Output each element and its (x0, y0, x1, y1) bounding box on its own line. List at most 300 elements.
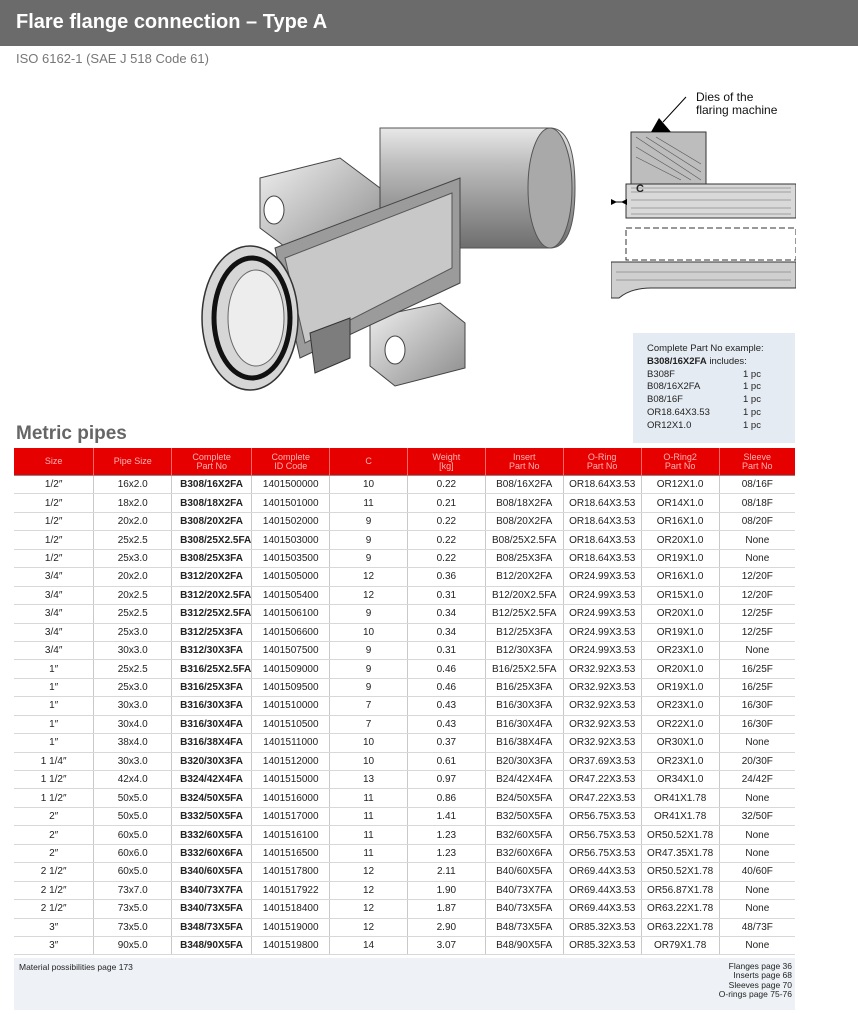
cell-size: 1/2″ (14, 476, 94, 494)
cell-sleeve: 08/18F (719, 494, 795, 512)
cell-size: 1 1/2″ (14, 789, 94, 807)
cell-insert: B08/25X2.5FA (485, 531, 563, 549)
cell-part: B316/38X4FA (172, 734, 252, 752)
table-row (14, 476, 795, 494)
cell-c: 10 (330, 476, 408, 494)
cell-oring2: OR63.22X1.78 (641, 918, 719, 936)
cell-pipe: 30x3.0 (94, 697, 172, 715)
cell-id: 1401518400 (252, 900, 330, 918)
cell-size: 2 1/2″ (14, 900, 94, 918)
cell-oring: OR18.64X3.53 (563, 494, 641, 512)
cell-w: 0.22 (407, 476, 485, 494)
cell-sleeve: None (719, 734, 795, 752)
cell-pipe: 25x3.0 (94, 623, 172, 641)
cell-pipe: 30x3.0 (94, 641, 172, 659)
cell-size: 1″ (14, 734, 94, 752)
cell-pipe: 73x5.0 (94, 900, 172, 918)
cell-insert: B16/30X4FA (485, 715, 563, 733)
cell-w: 0.37 (407, 734, 485, 752)
example-box (633, 333, 795, 443)
cell-pipe: 18x2.0 (94, 494, 172, 512)
cell-sleeve: None (719, 900, 795, 918)
cell-part: B312/20X2FA (172, 568, 252, 586)
cell-sleeve: 16/25F (719, 660, 795, 678)
cell-oring: OR69.44X3.53 (563, 881, 641, 899)
cell-w: 0.43 (407, 697, 485, 715)
cell-pipe: 38x4.0 (94, 734, 172, 752)
cell-part: B312/25X3FA (172, 623, 252, 641)
parts-table (14, 448, 795, 955)
cell-sleeve: None (719, 549, 795, 567)
cell-pipe: 60x6.0 (94, 844, 172, 862)
cell-id: 1401506100 (252, 605, 330, 623)
column-header-line: Part No (586, 460, 618, 471)
cell-oring2: OR19X1.0 (641, 549, 719, 567)
cell-oring: OR24.99X3.53 (563, 605, 641, 623)
example-item-part: B08/16F (647, 394, 683, 406)
cell-insert: B12/25X3FA (485, 623, 563, 641)
cell-oring: OR56.75X3.53 (563, 807, 641, 825)
cell-part: B312/30X3FA (172, 641, 252, 659)
example-item-qty: 1 pc (743, 394, 761, 406)
cell-sleeve: 16/25F (719, 678, 795, 696)
cell-id: 1401517800 (252, 863, 330, 881)
cell-c: 12 (330, 586, 408, 604)
cell-part: B308/20X2FA (172, 512, 252, 530)
table-row (14, 936, 795, 954)
cell-pipe: 25x3.0 (94, 549, 172, 567)
table-row (14, 549, 795, 567)
cell-oring2: OR23X1.0 (641, 641, 719, 659)
table-row (14, 660, 795, 678)
cell-sleeve: 08/20F (719, 512, 795, 530)
cell-insert: B12/30X3FA (485, 641, 563, 659)
cell-part: B348/90X5FA (172, 936, 252, 954)
cell-part: B316/25X2.5FA (172, 660, 252, 678)
footer-page-ref: O-rings page 75-76 (718, 989, 792, 1000)
cell-oring2: OR20X1.0 (641, 660, 719, 678)
cell-oring2: OR19X1.0 (641, 678, 719, 696)
cell-c: 7 (330, 715, 408, 733)
cell-size: 1 1/2″ (14, 771, 94, 789)
table-row (14, 863, 795, 881)
cell-c: 7 (330, 697, 408, 715)
cell-sleeve: None (719, 844, 795, 862)
cell-sleeve: 08/16F (719, 476, 795, 494)
cell-sleeve: 20/30F (719, 752, 795, 770)
cell-oring: OR24.99X3.53 (563, 641, 641, 659)
cell-insert: B12/20X2FA (485, 568, 563, 586)
cell-part: B316/30X4FA (172, 715, 252, 733)
cell-oring: OR32.92X3.53 (563, 660, 641, 678)
cell-size: 1/2″ (14, 549, 94, 567)
cell-size: 3/4″ (14, 623, 94, 641)
cell-pipe: 73x7.0 (94, 881, 172, 899)
table-row (14, 826, 795, 844)
cell-oring: OR24.99X3.53 (563, 586, 641, 604)
cell-id: 1401506600 (252, 623, 330, 641)
cell-size: 1″ (14, 660, 94, 678)
dies-label (696, 91, 777, 117)
column-header (14, 448, 94, 476)
example-item-part: B308F (647, 368, 675, 380)
cell-pipe: 42x4.0 (94, 771, 172, 789)
footer-left: Material possibilities page 173 (19, 962, 133, 972)
cell-sleeve: 12/25F (719, 605, 795, 623)
cell-w: 0.21 (407, 494, 485, 512)
table-body (14, 476, 795, 955)
cell-w: 0.22 (407, 531, 485, 549)
cell-w: 1.23 (407, 844, 485, 862)
cell-part: B308/25X2.5FA (172, 531, 252, 549)
cell-insert: B40/73X7FA (485, 881, 563, 899)
cell-size: 1″ (14, 678, 94, 696)
cell-part: B340/73X5FA (172, 900, 252, 918)
cell-id: 1401517922 (252, 881, 330, 899)
example-item-qty: 1 pc (743, 406, 761, 418)
column-header-line: Pipe Size (113, 456, 152, 466)
cell-oring2: OR23X1.0 (641, 752, 719, 770)
page-subtitle: ISO 6162-1 (SAE J 518 Code 61) (16, 51, 209, 66)
cell-c: 12 (330, 918, 408, 936)
column-header-line: Part No (664, 460, 696, 471)
cell-oring: OR18.64X3.53 (563, 549, 641, 567)
cell-part: B320/30X3FA (172, 752, 252, 770)
column-header-line: O-Ring2 (663, 451, 697, 462)
footer-page-ref: Inserts page 68 (733, 970, 792, 981)
cell-oring: OR47.22X3.53 (563, 789, 641, 807)
cell-oring: OR18.64X3.53 (563, 531, 641, 549)
cell-sleeve: None (719, 881, 795, 899)
cell-size: 1/2″ (14, 512, 94, 530)
cell-oring2: OR56.87X1.78 (641, 881, 719, 899)
cell-insert: B32/60X6FA (485, 844, 563, 862)
cell-pipe: 60x5.0 (94, 863, 172, 881)
cell-insert: B40/73X5FA (485, 900, 563, 918)
cell-id: 1401501000 (252, 494, 330, 512)
table-row (14, 586, 795, 604)
column-header-line: O-Ring (587, 451, 617, 462)
table-row (14, 752, 795, 770)
cell-w: 1.41 (407, 807, 485, 825)
cell-part: B312/25X2.5FA (172, 605, 252, 623)
cell-id: 1401517000 (252, 807, 330, 825)
cell-oring: OR18.64X3.53 (563, 512, 641, 530)
column-header-line: Sleeve (743, 451, 772, 462)
cell-sleeve: 16/30F (719, 697, 795, 715)
cell-oring2: OR22X1.0 (641, 715, 719, 733)
example-part: B308/16X2FA (647, 355, 707, 367)
cell-insert: B16/38X4FA (485, 734, 563, 752)
cell-oring: OR56.75X3.53 (563, 826, 641, 844)
cell-oring2: OR15X1.0 (641, 586, 719, 604)
cell-insert: B12/25X2.5FA (485, 605, 563, 623)
table-row (14, 881, 795, 899)
column-header-line: Part No (508, 460, 540, 471)
cell-pipe: 20x2.5 (94, 586, 172, 604)
cell-pipe: 50x5.0 (94, 789, 172, 807)
example-part-line (647, 356, 795, 369)
column-header (172, 448, 252, 476)
cell-c: 12 (330, 863, 408, 881)
cell-oring: OR24.99X3.53 (563, 623, 641, 641)
column-header (94, 448, 172, 476)
column-header-line: Weight (432, 451, 461, 462)
column-header (330, 448, 408, 476)
table-row (14, 641, 795, 659)
cell-oring: OR85.32X3.53 (563, 918, 641, 936)
cell-id: 1401509000 (252, 660, 330, 678)
cell-pipe: 50x5.0 (94, 807, 172, 825)
section-title: Metric pipes (16, 423, 127, 444)
cell-w: 0.22 (407, 512, 485, 530)
column-header-line: Insert (512, 451, 536, 462)
cell-size: 3/4″ (14, 586, 94, 604)
cell-size: 1 1/4″ (14, 752, 94, 770)
section-drawing (611, 92, 796, 302)
cell-sleeve: 12/20F (719, 586, 795, 604)
cell-sleeve: 16/30F (719, 715, 795, 733)
cell-c: 9 (330, 531, 408, 549)
table-row (14, 512, 795, 530)
cell-id: 1401519000 (252, 918, 330, 936)
column-header-line: ID Code (274, 460, 308, 471)
cell-pipe: 25x3.0 (94, 678, 172, 696)
cell-size: 1″ (14, 715, 94, 733)
cell-sleeve: None (719, 531, 795, 549)
cell-part: B308/18X2FA (172, 494, 252, 512)
cell-c: 12 (330, 568, 408, 586)
cell-sleeve: 24/42F (719, 771, 795, 789)
cell-sleeve: None (719, 826, 795, 844)
cell-id: 1401509500 (252, 678, 330, 696)
cell-oring: OR56.75X3.53 (563, 844, 641, 862)
cell-c: 9 (330, 678, 408, 696)
cell-pipe: 25x2.5 (94, 605, 172, 623)
table-row (14, 623, 795, 641)
cell-w: 0.61 (407, 752, 485, 770)
cell-id: 1401516500 (252, 844, 330, 862)
cell-size: 3″ (14, 936, 94, 954)
column-header-line: Complete (271, 451, 310, 462)
cell-w: 0.36 (407, 568, 485, 586)
cell-c: 11 (330, 789, 408, 807)
column-header-line: [kg] (439, 460, 454, 471)
cell-oring: OR32.92X3.53 (563, 678, 641, 696)
table-row (14, 715, 795, 733)
example-includes: includes: (709, 355, 747, 367)
cell-id: 1401502000 (252, 512, 330, 530)
cell-pipe: 20x2.0 (94, 568, 172, 586)
cell-w: 0.31 (407, 586, 485, 604)
cell-id: 1401500000 (252, 476, 330, 494)
cell-insert: B08/25X3FA (485, 549, 563, 567)
column-header (641, 448, 719, 476)
cell-w: 1.90 (407, 881, 485, 899)
cell-oring2: OR20X1.0 (641, 531, 719, 549)
cell-size: 3/4″ (14, 641, 94, 659)
cell-part: B324/42X4FA (172, 771, 252, 789)
cell-pipe: 30x4.0 (94, 715, 172, 733)
cell-insert: B24/42X4FA (485, 771, 563, 789)
cell-c: 13 (330, 771, 408, 789)
cell-insert: B16/30X3FA (485, 697, 563, 715)
cell-w: 0.31 (407, 641, 485, 659)
cell-size: 2″ (14, 826, 94, 844)
cell-part: B324/50X5FA (172, 789, 252, 807)
example-item (647, 381, 795, 394)
cell-oring2: OR19X1.0 (641, 623, 719, 641)
cell-oring: OR18.64X3.53 (563, 476, 641, 494)
cell-sleeve: None (719, 789, 795, 807)
cell-oring2: OR50.52X1.78 (641, 826, 719, 844)
column-header-line: Part No (196, 460, 227, 471)
table-row (14, 918, 795, 936)
example-item-part: OR12X1.0 (647, 419, 692, 431)
title-bar (0, 0, 858, 46)
cell-w: 0.46 (407, 678, 485, 696)
example-item (647, 369, 795, 382)
cell-c: 10 (330, 734, 408, 752)
cell-size: 3/4″ (14, 605, 94, 623)
cell-c: 11 (330, 826, 408, 844)
dies-label-line2: flaring machine (696, 103, 778, 117)
cell-id: 1401519800 (252, 936, 330, 954)
table-row (14, 807, 795, 825)
table-row (14, 697, 795, 715)
cell-w: 2.11 (407, 863, 485, 881)
cell-pipe: 25x2.5 (94, 660, 172, 678)
cell-part: B316/25X3FA (172, 678, 252, 696)
cell-oring: OR69.44X3.53 (563, 863, 641, 881)
footer-page-ref: Flanges page 36 (728, 961, 792, 971)
cell-insert: B12/20X2.5FA (485, 586, 563, 604)
cell-pipe: 73x5.0 (94, 918, 172, 936)
cell-w: 0.43 (407, 715, 485, 733)
footer-page-ref: Sleeves page 70 (728, 979, 792, 990)
cell-pipe: 30x3.0 (94, 752, 172, 770)
cell-oring: OR32.92X3.53 (563, 697, 641, 715)
cell-oring2: OR16X1.0 (641, 512, 719, 530)
cell-c: 9 (330, 549, 408, 567)
cell-insert: B08/16X2FA (485, 476, 563, 494)
cell-size: 2″ (14, 844, 94, 862)
example-item-part: B08/16X2FA (647, 381, 701, 393)
table-row (14, 789, 795, 807)
cell-c: 12 (330, 881, 408, 899)
cell-insert: B48/73X5FA (485, 918, 563, 936)
cell-oring: OR24.99X3.53 (563, 568, 641, 586)
cell-w: 0.86 (407, 789, 485, 807)
cell-w: 1.23 (407, 826, 485, 844)
example-item (647, 420, 795, 433)
column-header-line: Complete (192, 451, 231, 462)
example-item (647, 394, 795, 407)
column-header (563, 448, 641, 476)
cell-id: 1401510500 (252, 715, 330, 733)
cell-part: B340/60X5FA (172, 863, 252, 881)
cell-size: 3″ (14, 918, 94, 936)
example-heading: Complete Part No example: (647, 343, 764, 354)
column-header-line: Size (44, 456, 63, 466)
cell-sleeve: None (719, 936, 795, 954)
cell-oring2: OR79X1.78 (641, 936, 719, 954)
table-row (14, 494, 795, 512)
cell-c: 11 (330, 844, 408, 862)
cell-oring: OR32.92X3.53 (563, 715, 641, 733)
cell-c: 12 (330, 900, 408, 918)
example-items (647, 369, 795, 433)
cell-oring: OR37.69X3.53 (563, 752, 641, 770)
column-header (407, 448, 485, 476)
cell-w: 0.97 (407, 771, 485, 789)
cell-sleeve: 40/60F (719, 863, 795, 881)
cell-w: 0.34 (407, 605, 485, 623)
cell-id: 1401507500 (252, 641, 330, 659)
cell-oring: OR32.92X3.53 (563, 734, 641, 752)
cell-part: B308/16X2FA (172, 476, 252, 494)
cell-insert: B20/30X3FA (485, 752, 563, 770)
cell-part: B316/30X3FA (172, 697, 252, 715)
cell-id: 1401503000 (252, 531, 330, 549)
cell-part: B348/73X5FA (172, 918, 252, 936)
column-header (485, 448, 563, 476)
cell-c: 11 (330, 807, 408, 825)
cell-oring: OR69.44X3.53 (563, 900, 641, 918)
table-row (14, 771, 795, 789)
cell-c: 10 (330, 623, 408, 641)
column-header-line: Part No (742, 460, 773, 471)
cell-w: 0.34 (407, 623, 485, 641)
table-header-row (14, 448, 795, 476)
column-header (252, 448, 330, 476)
cell-sleeve: 48/73F (719, 918, 795, 936)
example-item-qty: 1 pc (743, 419, 761, 431)
table-row (14, 531, 795, 549)
cell-part: B312/20X2.5FA (172, 586, 252, 604)
cell-id: 1401503500 (252, 549, 330, 567)
cell-id: 1401510000 (252, 697, 330, 715)
flange-illustration (190, 118, 580, 418)
cell-w: 0.46 (407, 660, 485, 678)
cell-part: B332/60X6FA (172, 844, 252, 862)
cell-insert: B32/50X5FA (485, 807, 563, 825)
cell-w: 3.07 (407, 936, 485, 954)
cell-oring2: OR50.52X1.78 (641, 863, 719, 881)
cell-size: 3/4″ (14, 568, 94, 586)
table-row (14, 605, 795, 623)
cell-insert: B08/20X2FA (485, 512, 563, 530)
cell-id: 1401515000 (252, 771, 330, 789)
cell-c: 9 (330, 605, 408, 623)
cell-part: B340/73X7FA (172, 881, 252, 899)
cell-pipe: 16x2.0 (94, 476, 172, 494)
column-header (719, 448, 795, 476)
cell-id: 1401516000 (252, 789, 330, 807)
cell-id: 1401512000 (252, 752, 330, 770)
cell-c: 9 (330, 512, 408, 530)
c-dimension-label: C (636, 183, 644, 195)
cell-oring2: OR12X1.0 (641, 476, 719, 494)
example-item (647, 407, 795, 420)
cell-oring2: OR20X1.0 (641, 605, 719, 623)
cell-w: 1.87 (407, 900, 485, 918)
cell-size: 2 1/2″ (14, 863, 94, 881)
example-item-part: OR18.64X3.53 (647, 406, 710, 418)
cell-sleeve: None (719, 641, 795, 659)
cell-size: 1″ (14, 697, 94, 715)
cell-size: 2″ (14, 807, 94, 825)
